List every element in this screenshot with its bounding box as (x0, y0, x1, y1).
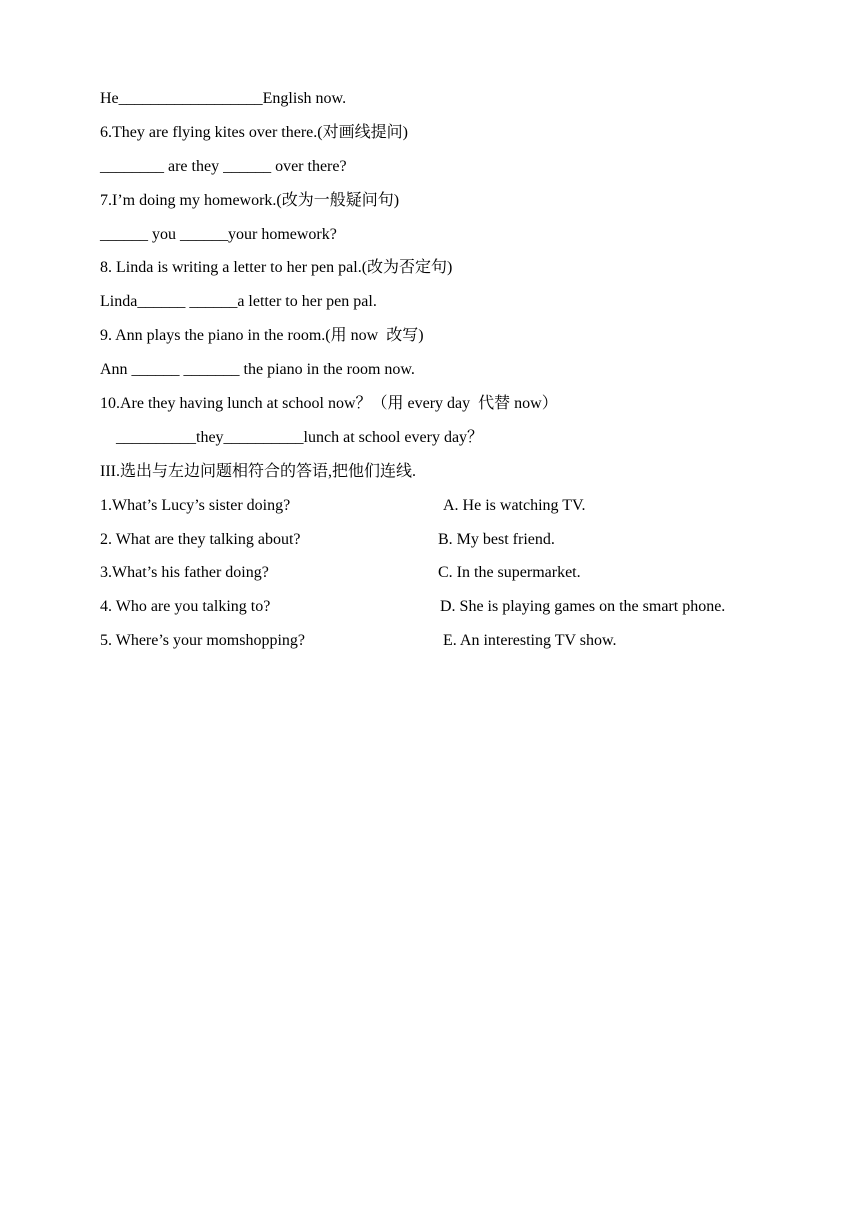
matching-question: 4. Who are you talking to? (100, 598, 271, 616)
matching-answer: B. My best friend. (438, 530, 555, 548)
matching-row (100, 596, 800, 630)
matching-answer: A. He is watching TV. (443, 496, 586, 514)
exercise-line: Ann ______ _______ the piano in the room now. (100, 361, 415, 379)
matching-row (100, 495, 800, 529)
exercise-line: Linda______ ______a letter to her pen pal. (100, 293, 377, 311)
matching-row (100, 562, 800, 596)
matching-question: 1.What’s Lucy’s sister doing? (100, 496, 291, 514)
matching-answer: E. An interesting TV show. (443, 632, 617, 650)
matching-question: 3.What’s his father doing? (100, 564, 269, 582)
section-title: III.选出与左边问题相符合的答语,把他们连线. (100, 462, 416, 480)
exercise-line: ________ are they ______ over there? (100, 157, 347, 175)
matching-answer: D. She is playing games on the smart phone. (440, 598, 726, 616)
matching-row (100, 630, 800, 664)
matching-answer: C. In the supermarket. (438, 564, 581, 582)
matching-question: 2. What are they talking about? (100, 530, 301, 548)
exercise-line: ______ you ______your homework? (100, 225, 337, 243)
matching-question: 5. Where’s your momshopping? (100, 632, 306, 650)
exercise-line: 8. Linda is writing a letter to her pen pal.(改为否定句) (100, 259, 453, 277)
exercise-line: 10.Are they having lunch at school now？（用 every day 代替 now） (100, 395, 558, 413)
exercise-line: 6.They are flying kites over there.(对画线提问) (100, 123, 408, 141)
exercise-line: __________they__________lunch at school every day？ (116, 428, 484, 446)
exercise-line: 7.I’m doing my homework.(改为一般疑问句) (100, 191, 400, 209)
exercise-line: 9. Ann plays the piano in the room.(用 now 改写) (100, 327, 424, 345)
exercise-line: He__________________English now. (100, 90, 347, 107)
matching-row (100, 529, 800, 563)
document-content (100, 88, 800, 664)
